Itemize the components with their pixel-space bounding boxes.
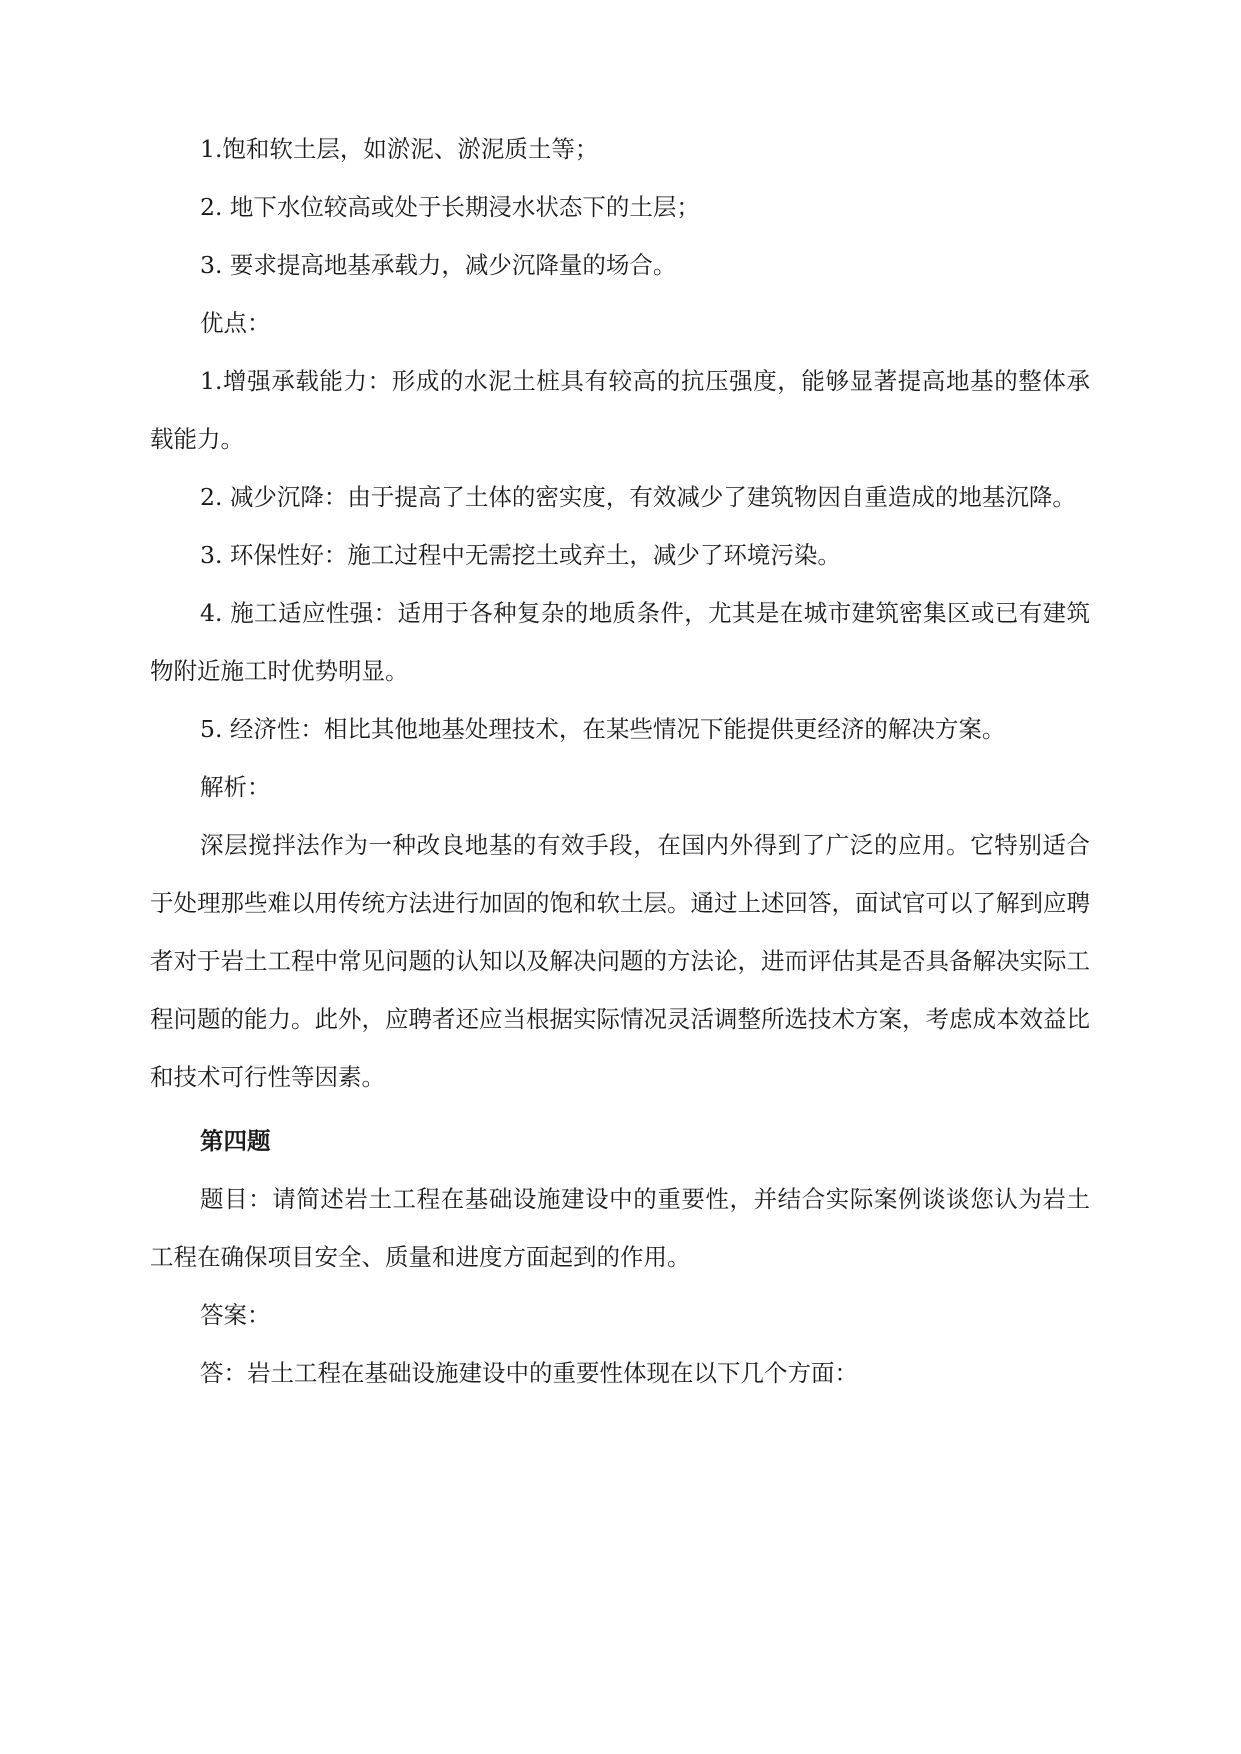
paragraph-soil-type-2: 2. 地下水位较高或处于长期浸水状态下的土层； xyxy=(200,193,700,221)
answer-label: 答案： xyxy=(200,1301,271,1329)
question-paragraph: 题目：请简述岩土工程在基础设施建设中的重要性，并结合实际案例谈谈您认为岩土工程在确保项目安全、质量和进度方面起到的作用。 xyxy=(150,1185,1090,1271)
advantage-4: 4. 施工适应性强：适用于各种复杂的地质条件，尤其是在城市建筑密集区或已有建筑物附近施工时优势明显。 xyxy=(150,599,1090,685)
section-heading: 第四题 xyxy=(200,1127,271,1155)
paragraph-soil-type-1: 1.饱和软土层，如淤泥、淤泥质土等； xyxy=(200,135,599,163)
advantage-2: 2. 减少沉降：由于提高了土体的密实度，有效减少了建筑物因自重造成的地基沉降。 xyxy=(200,483,1076,511)
advantage-1: 1.增强承载能力：形成的水泥土桩具有较高的抗压强度，能够显著提高地基的整体承载能力。 xyxy=(150,367,1090,453)
advantage-3: 3. 环保性好：施工过程中无需挖土或弃土，减少了环境污染。 xyxy=(200,541,841,569)
advantage-5: 5. 经济性：相比其他地基处理技术，在某些情况下能提供更经济的解决方案。 xyxy=(200,715,1006,743)
answer-intro: 答：岩土工程在基础设施建设中的重要性体现在以下几个方面： xyxy=(200,1359,858,1387)
analysis-paragraph: 深层搅拌法作为一种改良地基的有效手段，在国内外得到了广泛的应用。它特别适合于处理那些难以用传统方法进行加固的饱和软土层。通过上述回答，面试官可以了解到应聘者对于岩土工程中常见问题的认知以及解决问题的方法论，进而评估其是否具备解决实际工程问题的能力。此外，应聘者还应当根据实际情况灵活调整所选技术方案，考虑成本效益比和技术可行性等因素。 xyxy=(150,831,1090,1091)
document-body xyxy=(150,120,1090,1402)
analysis-label: 解析： xyxy=(200,773,271,801)
paragraph-soil-type-3: 3. 要求提高地基承载力，减少沉降量的场合。 xyxy=(200,251,677,279)
advantages-label: 优点： xyxy=(200,309,271,337)
